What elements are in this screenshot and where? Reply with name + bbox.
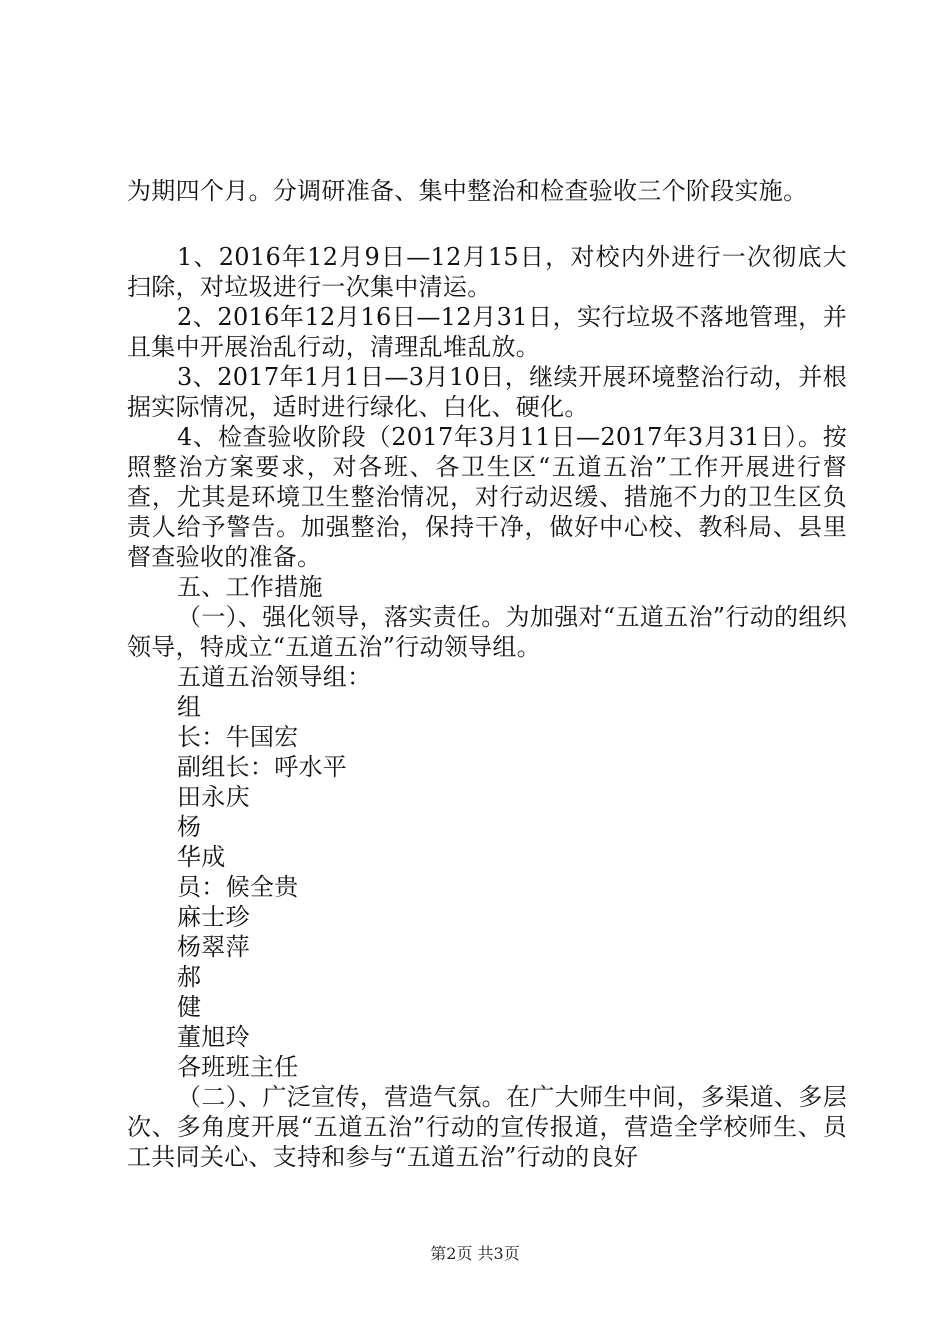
measure-1-paragraph: （一）、强化领导，落实责任。为加强对“五道五治”行动的组织领导，特成立“五道五治”行动领导组。 [127,603,847,661]
document-body [127,176,847,1172]
phase-1-paragraph: 1、2016年12月9日—12月15日，对校内外进行一次彻底大扫除，对垃圾进行一次集中清运。 [127,243,847,301]
member-line: 副组长：呼水平 [177,753,348,781]
phase-2-paragraph: 2、2016年12月16日—12月31日，实行垃圾不落地管理，并且集中开展治乱行动，清理乱堆乱放。 [127,303,847,361]
phase-4-paragraph: 4、检查验收阶段（2017年3月11日—2017年3月31日）。按照整治方案要求，对各班、各卫生区“五道五治”工作开展进行督查，尤其是环境卫生整治情况，对行动迟缓、措施不力的卫生区负责人给予警告。加强整治，保持干净，做好中心校、教科局、县里督查验收的准备。 [127,423,847,571]
phase-3-paragraph: 3、2017年1月1日—3月10日，继续开展环境整治行动，并根据实际情况，适时进行绿化、白化、硬化。 [127,363,847,421]
paragraph-gap [127,206,847,242]
member-line: 郝 [177,963,202,991]
member-line: 田永庆 [177,783,250,811]
member-line: 董旭玲 [177,1023,250,1051]
intro-paragraph: 为期四个月。分调研准备、集中整治和检查验收三个阶段实施。 [127,177,808,205]
member-line: 各班班主任 [177,1053,299,1081]
member-line: 组 [177,693,202,721]
member-line: 麻士珍 [177,903,250,931]
member-line: 长：牛国宏 [177,723,299,751]
member-line: 华成 [177,843,226,871]
member-line: 健 [177,993,202,1021]
member-line: 杨翠萍 [177,933,250,961]
measure-2-paragraph: （二）、广泛宣传，营造气氛。在广大师生中间，多渠道、多层次、多角度开展“五道五治”行动的宣传报道，营造全学校师生、员工共同关心、支持和参与“五道五治”行动的良好 [127,1083,847,1171]
section-heading: 五、工作措施 [177,573,323,601]
page-number-footer: 第2页 共3页 [430,1244,520,1263]
member-line: 员：候全贵 [177,873,299,901]
member-line: 杨 [177,813,202,841]
leadership-group-title: 五道五治领导组： [177,663,372,691]
